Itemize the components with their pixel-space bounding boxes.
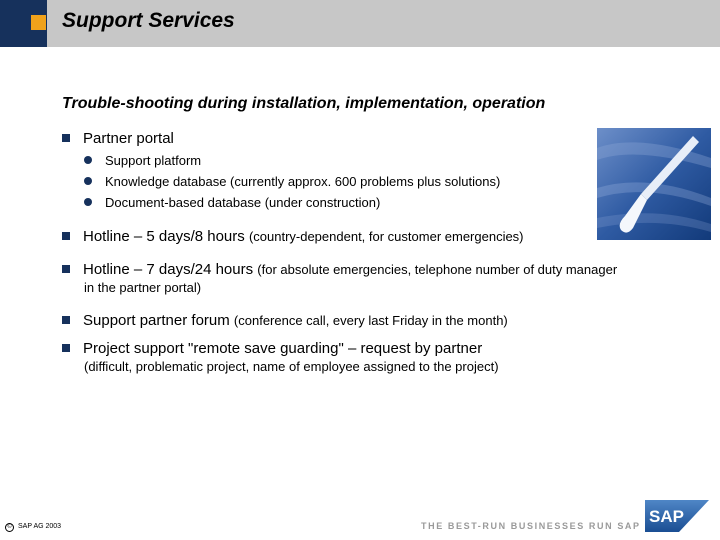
square-bullet-icon [62,344,70,352]
square-bullet-icon [62,134,70,142]
header-orange-square [31,15,46,30]
square-bullet-icon [62,316,70,324]
round-bullet-icon [84,156,92,164]
sap-logo [645,500,709,532]
bullet-continuation: in the partner portal) [84,280,202,295]
tagline: THE BEST-RUN BUSINESSES RUN SAP [421,521,641,531]
round-bullet-icon [84,177,92,185]
bullet-partner-forum: Support partner forum (conference call, every last Friday in the month) [62,312,508,329]
round-bullet-icon [84,198,92,206]
portal-item: Document-based database (under construction) [84,195,380,210]
bullet-project-support: Project support "remote save guarding" – request by partner [62,340,482,357]
bullet-hotline-5-8: Hotline – 5 days/8 hours (country-dependent, for customer emergencies) [62,228,524,245]
slide-title: Support Services [62,9,235,32]
portal-item: Support platform [84,153,201,168]
square-bullet-icon [62,232,70,240]
copyright-notice: © SAP AG 2003 [5,523,61,532]
decorative-photo [597,128,711,240]
bullet-hotline-7-24: Hotline – 7 days/24 hours (for absolute emergencies, telephone number of duty manager [62,261,617,278]
sap-logo-text: SAP [649,507,684,526]
bullet-continuation: (difficult, problematic project, name of employee assigned to the project) [84,359,499,374]
slide-subtitle: Trouble-shooting during installation, implementation, operation [62,95,546,112]
copyright-icon: © [5,523,14,532]
bullet-partner-portal: Partner portal [62,130,174,147]
square-bullet-icon [62,265,70,273]
portal-item: Knowledge database (currently approx. 600 problems plus solutions) [84,174,500,189]
header-bar [0,0,720,47]
